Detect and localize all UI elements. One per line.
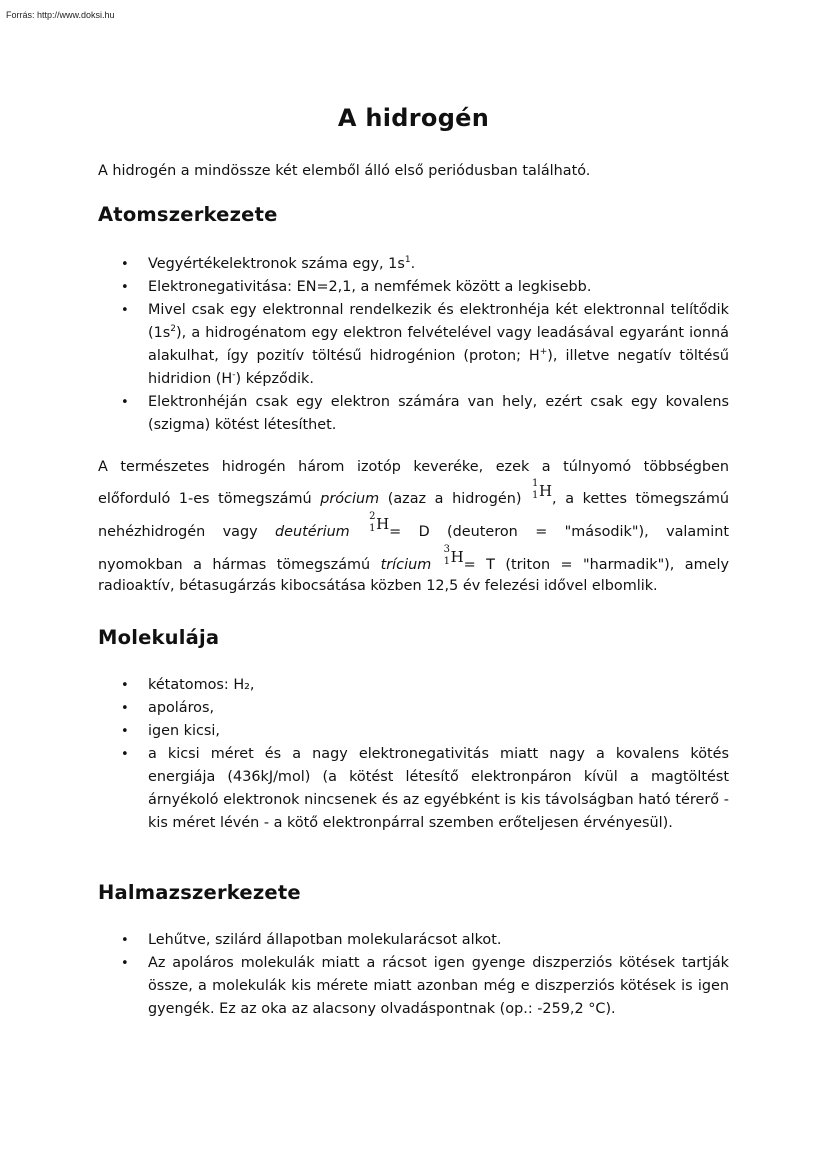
isotopes-line-4: nyomokban a hármas tömegszámú trícium 3 1 H = T (triton = "harmadik"), amely <box>98 544 730 573</box>
page-title: A hidrogén <box>337 104 490 132</box>
heading-atomszerkezete: Atomszerkezete <box>98 203 278 226</box>
protium-symbol: 1 1 H <box>532 478 553 501</box>
heading-halmazszerkezete: Halmazszerkezete <box>98 881 301 904</box>
heading-molekulaja: Molekulája <box>98 626 220 649</box>
isotopes-line-1: A természetes hidrogén három izotóp keveréke, ezek a túlnyomó többségben <box>98 459 729 475</box>
isotopes-line-3: nehézhidrogén vagy deutérium 2 1 H = D (deuteron = "második"), valamint <box>98 511 730 540</box>
deuterium-symbol: 2 1 H <box>369 511 390 534</box>
list-atomszerkezete <box>98 253 729 437</box>
list-item: • Elektronegativitása: EN=2,1, a nemfémek között a legkisebb. <box>98 276 729 299</box>
list-item: • igen kicsi, <box>98 720 729 743</box>
isotopes-line-5: radioaktív, bétasugárzás kibocsátása közben 12,5 év felezési idővel elbomlik. <box>98 578 658 594</box>
list-item: • Az apoláros molekulák miatt a rácsot igen gyenge diszperziós kötések tartják össze, a molekulák kis mérete miatt azonban még e diszperziós kötések is igen gyengék. Ez az oka az alacsony olvadáspontnak (op.: -259,2 °C). <box>98 952 729 1021</box>
list-halmazszerkezete <box>98 929 729 1021</box>
list-item: • Vegyértékelektronok száma egy, $1s^1$. <box>98 253 729 276</box>
list-item: • Lehűtve, szilárd állapotban molekularácsot alkot. <box>98 929 729 952</box>
isotopes-line-2: előforduló 1-es tömegszámú prócium (azaz a hidrogén) 1 1 H , a kettes tömegszámú <box>98 478 729 507</box>
list-item: • Mivel csak egy elektronnal rendelkezik és elektronhéja két elektronnal telítődik $(1s^2)$, a hidrogénatom egy elektron felvételével vagy leadásával egyaránt ionná alakulhat, így pozitív töltésű hidrogénion (proton; H+), illetve negatív töltésű hidridion (H-) képződik. <box>98 299 729 391</box>
source-label: Forrás: http://www.doksi.hu <box>6 10 115 20</box>
list-item: • a kicsi méret és a nagy elektronegativitás miatt nagy a kovalens kötés energiája (436kJ/mol) (a kötést létesítő elektronpáron kívül a magtöltést árnyékoló elektronok nincsenek és az egyébként is kis távolságban ható térerő - kis méret lévén - a kötő elektronpárral szemben erőteljesen érvényesül). <box>98 743 729 835</box>
list-molekulaja <box>98 674 729 835</box>
tritium-symbol: 3 1 H <box>443 544 464 567</box>
list-item: • kétatomos: H₂, <box>98 674 729 697</box>
isotopes-paragraph <box>98 456 729 598</box>
list-item: • Elektronhéján csak egy elektron számára van hely, ezért csak egy kovalens (szigma) kötést létesíthet. <box>98 391 729 437</box>
intro-paragraph: A hidrogén a mindössze két elemből álló első periódusban található. <box>98 163 591 179</box>
list-item: • apoláros, <box>98 697 729 720</box>
